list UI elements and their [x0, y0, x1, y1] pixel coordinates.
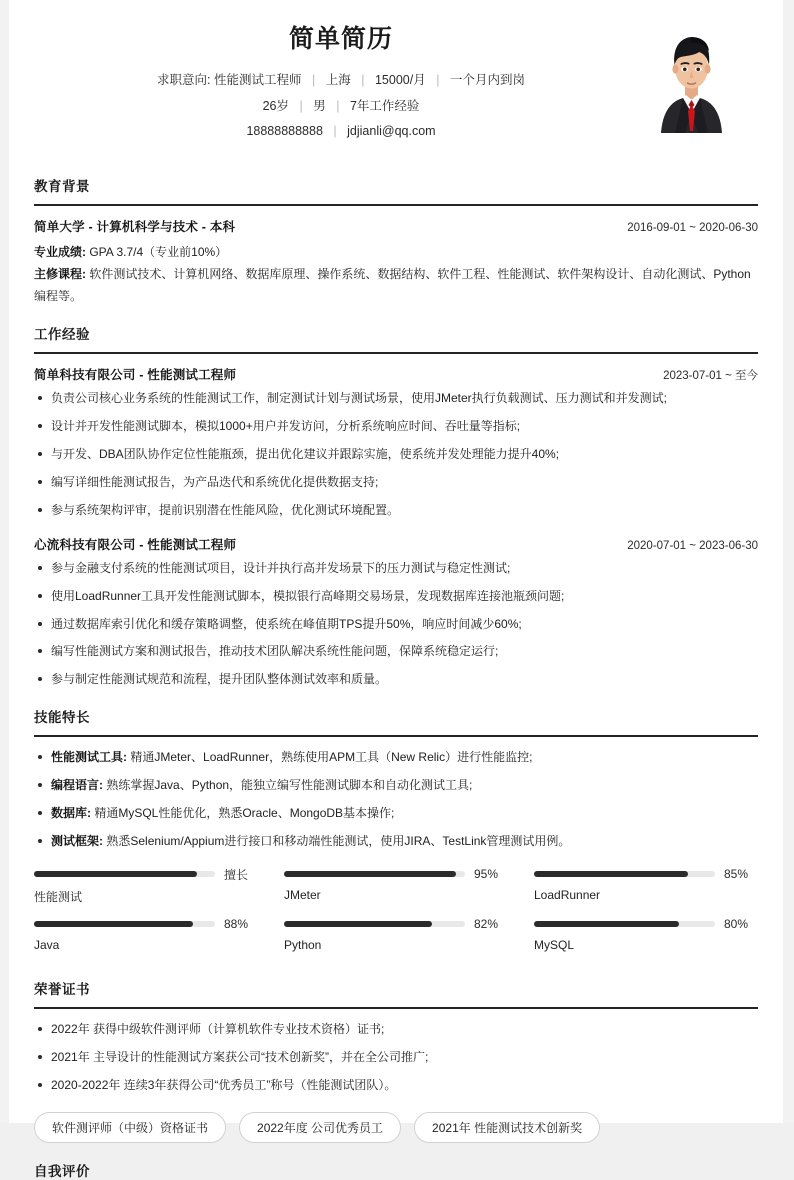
skill-bar-cell [534, 917, 758, 962]
section-title-skills: 技能特长 [34, 706, 758, 737]
skill-bar-row [534, 867, 758, 881]
skill-progress-fill [534, 921, 679, 927]
skill-name-label: JMeter [284, 888, 321, 903]
skill-name-label: Python [284, 938, 322, 953]
section-title-education: 教育背景 [34, 175, 758, 206]
list-item: 负责公司核心业务系统的性能测试工作，制定测试计划与测试场景，使用JMeter执行负载测试、压力测试和并发测试; [34, 389, 758, 408]
section-body-education [34, 206, 758, 308]
work-bullet-list [34, 389, 758, 520]
separator-icon: | [333, 124, 337, 139]
skill-progress-fill [34, 921, 193, 927]
work-company-title: 心流科技有限公司 - 性能测试工程师 [34, 537, 237, 552]
section-title-honors: 荣誉证书 [34, 978, 758, 1009]
section-skills [34, 706, 758, 962]
skill-progress-track [284, 871, 465, 877]
list-item [34, 832, 758, 851]
avatar-illustration-icon [647, 21, 736, 133]
skill-value-label: 80% [724, 917, 749, 932]
personal-gender: 男 [313, 98, 326, 113]
skill-bar-cell [34, 867, 258, 915]
education-gpa-value: GPA 3.7/4（专业前10%） [89, 244, 228, 259]
list-item [34, 804, 758, 823]
list-item: 2022年 获得中级软件测评师（计算机软件专业技术资格）证书; [34, 1020, 758, 1039]
skill-progress-fill [34, 871, 197, 877]
list-item: 参与系统架构评审，提前识别潜在性能风险，优化测试环境配置。 [34, 501, 758, 520]
list-item: 2021年 主导设计的性能测试方案获公司“技术创新奖”，并在全公司推广; [34, 1048, 758, 1067]
list-item: 通过数据库索引优化和缓存策略调整，使系统在峰值期TPS提升50%，响应时间减少60%; [34, 615, 758, 634]
objective-salary: 15000/月 [374, 73, 426, 87]
objective-availability: 一个月内到岗 [449, 73, 525, 87]
skill-name-label: Java [34, 938, 60, 953]
page-title: 简单简历 [288, 25, 393, 53]
skill-label: 性能测试工具: [51, 749, 127, 764]
skill-progress-track [34, 921, 215, 927]
skill-bar-row [284, 867, 508, 881]
skill-bar-cell [34, 917, 258, 962]
work-entry-head [34, 535, 758, 553]
separator-icon: | [361, 73, 365, 87]
objective-line [34, 68, 648, 94]
separator-icon: | [336, 98, 340, 113]
skill-text: 熟悉Selenium/Appium进行接口和移动端性能测试，使用JIRA、TestLink管理测试用例。 [106, 833, 571, 848]
list-item [34, 776, 758, 795]
section-body-honors [34, 1009, 758, 1143]
education-entry [34, 217, 758, 308]
skill-label: 测试框架: [51, 833, 103, 848]
skills-bullet-list [34, 748, 758, 851]
list-item: 参与金融支付系统的性能测试项目，设计并执行高并发场景下的压力测试与稳定性测试; [34, 559, 758, 578]
section-title-work: 工作经验 [34, 323, 758, 354]
skill-value-label: 擅长 [224, 867, 249, 882]
list-item [34, 748, 758, 767]
skill-bar-row [534, 917, 758, 931]
skill-bar-grid [34, 867, 758, 962]
skill-value-label: 95% [474, 867, 499, 882]
resume-header [34, 0, 758, 159]
section-education [34, 175, 758, 308]
list-item: 设计并开发性能测试脚本，模拟1000+用户并发访问，分析系统响应时间、吞吐量等指标; [34, 417, 758, 436]
list-item: 与开发、DBA团队协作定位性能瓶颈，提出优化建议并跟踪实施，使系统并发处理能力提升40%; [34, 445, 758, 464]
skill-bar-row [284, 917, 508, 931]
status-badge[interactable]: 2021年 性能测试技术创新奖 [414, 1112, 600, 1143]
section-title-self-evaluation: 自我评价 [34, 1164, 90, 1180]
status-badge[interactable]: 2022年度 公司优秀员工 [239, 1112, 401, 1143]
skill-bar-cell [284, 867, 508, 915]
skill-bar-cell [534, 867, 758, 915]
education-title: 简单大学 - 计算机科学与技术 - 本科 [34, 219, 236, 234]
work-company-title: 简单科技有限公司 - 性能测试工程师 [34, 368, 237, 383]
list-item: 参与制定性能测试规范和流程，提升团队整体测试效率和质量。 [34, 670, 758, 689]
skill-value-label: 82% [474, 917, 499, 932]
work-entry [34, 535, 758, 690]
skill-bar-row [34, 867, 258, 881]
section-body-skills [34, 737, 758, 962]
honors-tag-row [34, 1112, 758, 1143]
list-item: 编写详细性能测试报告，为产品迭代和系统优化提供数据支持; [34, 473, 758, 492]
skill-bar-cell [284, 917, 508, 962]
skill-name-label: 性能测试 [34, 890, 83, 905]
work-bullet-list [34, 559, 758, 690]
skill-text: 熟练掌握Java、Python，能独立编写性能测试脚本和自动化测试工具; [106, 777, 473, 792]
skill-progress-fill [534, 871, 688, 877]
education-entry-head [34, 217, 758, 235]
work-date: 2020-07-01 ~ 2023-06-30 [627, 539, 758, 552]
education-courses-value: 软件测试技术、计算机网络、数据库原理、操作系统、数据结构、软件工程、性能测试、软件架构设计、自动化测试、Python编程等。 [34, 267, 751, 304]
work-date: 2023-07-01 ~ 至今 [663, 370, 758, 383]
skill-name-label: LoadRunner [534, 888, 601, 903]
objective-city: 上海 [325, 73, 351, 87]
skill-progress-track [34, 871, 215, 877]
skill-value-label: 85% [724, 867, 749, 882]
section-body-work [34, 354, 758, 689]
skill-progress-track [284, 921, 465, 927]
education-date: 2016-09-01 ~ 2020-06-30 [627, 221, 758, 234]
skill-value-label: 88% [224, 917, 249, 932]
list-item: 使用LoadRunner工具开发性能测试脚本，模拟银行高峰期交易场景，发现数据库连接池瓶颈问题; [34, 587, 758, 606]
personal-experience: 7年工作经验 [349, 98, 420, 113]
education-gpa-line [34, 241, 758, 263]
contact-email: jdjianli@qq.com [347, 124, 436, 139]
separator-icon: | [299, 98, 303, 113]
separator-icon: | [436, 73, 440, 87]
contact-line [34, 119, 648, 145]
objective-label: 求职意向: [157, 73, 211, 87]
list-item: 2020-2022年 连续3年获得公司“优秀员工”称号（性能测试团队）。 [34, 1076, 758, 1095]
skill-text: 精通JMeter、LoadRunner，熟练使用APM工具（New Relic）进行性能监控; [130, 749, 533, 764]
skill-label: 编程语言: [51, 777, 103, 792]
avatar [647, 21, 736, 133]
contact-phone: 18888888888 [246, 124, 323, 139]
work-entry [34, 365, 758, 520]
personal-age: 26岁 [262, 98, 289, 113]
education-courses-line [34, 263, 758, 307]
objective-position: 性能测试工程师 [214, 73, 302, 87]
skill-name-label: MySQL [534, 938, 575, 953]
separator-icon: | [312, 73, 316, 87]
work-entry-head [34, 365, 758, 383]
skill-text: 精通MySQL性能优化，熟悉Oracle、MongoDB基本操作; [94, 805, 395, 820]
education-courses-label: 主修课程: [34, 267, 86, 282]
skill-progress-fill [284, 871, 456, 877]
skill-label: 数据库: [51, 805, 91, 820]
skill-progress-track [534, 871, 715, 877]
skill-bar-row [34, 917, 258, 931]
personal-line [34, 94, 648, 120]
education-gpa-label: 专业成绩: [34, 244, 86, 259]
status-badge[interactable]: 软件测评师（中级）资格证书 [34, 1112, 226, 1143]
section-honors [34, 978, 758, 1143]
skill-progress-track [534, 921, 715, 927]
honors-bullet-list [34, 1020, 758, 1095]
section-work [34, 323, 758, 689]
skill-progress-fill [284, 921, 432, 927]
list-item: 编写性能测试方案和测试报告，推动技术团队解决系统性能问题，保障系统稳定运行; [34, 642, 758, 661]
